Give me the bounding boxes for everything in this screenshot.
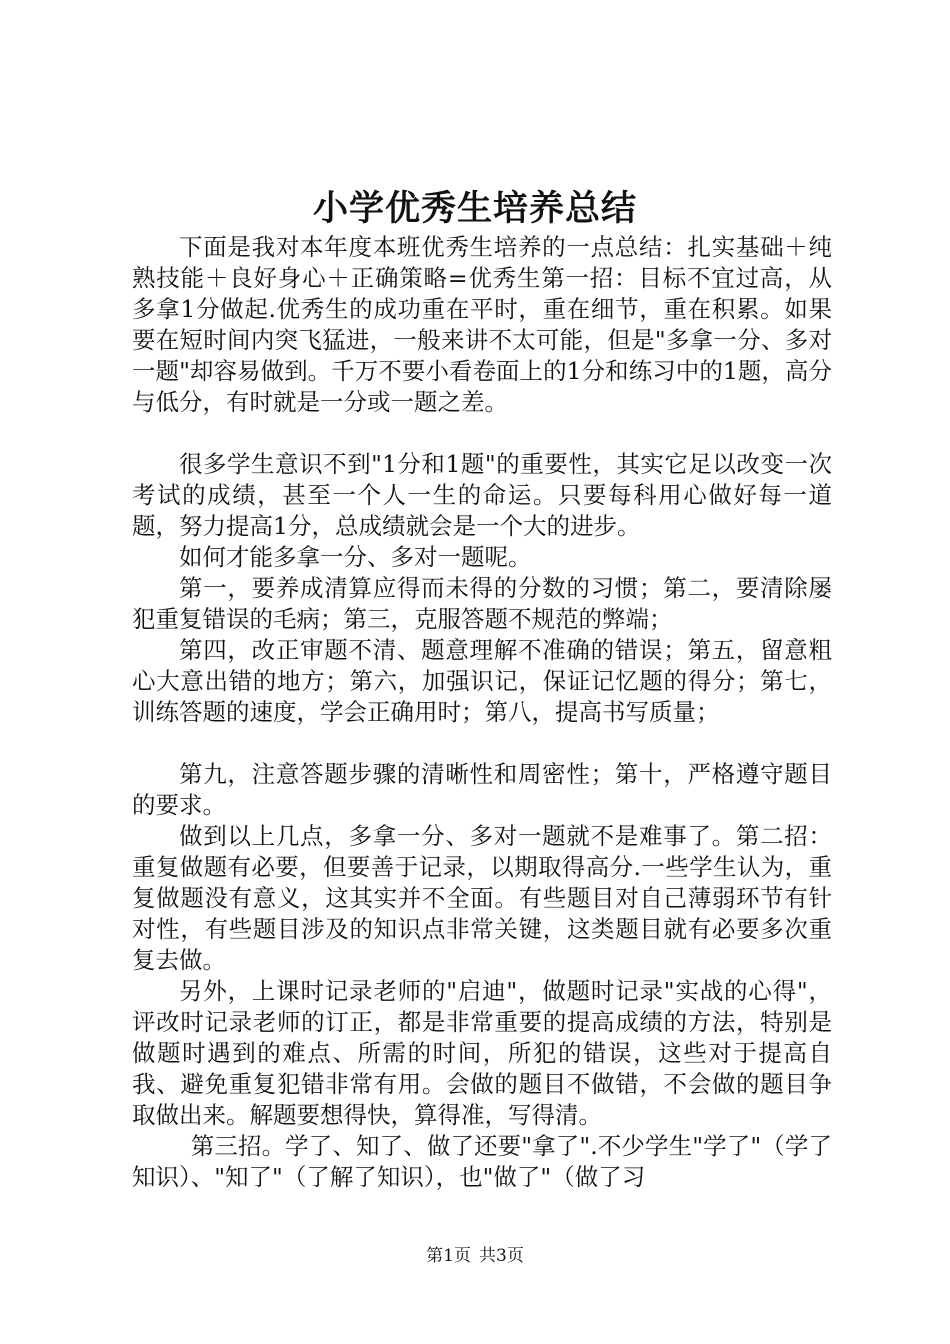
page-footer <box>0 1244 950 1268</box>
paragraph-tips-1-3: 第一，要养成清算应得而未得的分数的习惯；第二，要清除屡犯重复错误的毛病；第三，克服答题不规范的弊端； <box>132 574 832 633</box>
paragraph-tips-4-8: 第四，改正审题不清、题意理解不准确的错误；第五，留意粗心大意出错的地方；第六，加强识记，保证记忆题的得分；第七，训练答题的速度，学会正确用时；第八，提高书写质量； <box>132 636 832 726</box>
paragraph-record-keeping: 另外，上课时记录老师的"启迪"，做题时记录"实战的心得"，评改时记录老师的订正，都是非常重要的提高成绩的方法，特别是做题时遇到的难点、所需的时间，所犯的错误，这些对于提高自我、避免重复犯错非常有用。会做的题目不做错，不会做的题目争取做出来。解题要想得快，算得准，写得清。 <box>132 977 832 1129</box>
paragraph-tips-9-10: 第九，注意答题步骤的清晰性和周密性；第十，严格遵守题目的要求。 <box>132 760 832 819</box>
paragraph-question: 如何才能多拿一分、多对一题呢。 <box>179 543 532 571</box>
paragraph-third-move: 第三招。学了、知了、做了还要"拿了".不少学生"学了"（学了知识）、"知了"（了解了知识），也"做了"（做了习 <box>132 1132 832 1191</box>
document-body <box>132 232 832 1193</box>
document-title: 小学优秀生培养总结 <box>312 189 637 229</box>
paragraph-second-move: 做到以上几点，多拿一分、多对一题就不是难事了。第二招：重复做题有必要，但要善于记录，以期取得高分.一些学生认为，重复做题没有意义，这其实并不全面。有些题目对自己薄弱环节有针对性，有些题目涉及的知识点非常关键，这类题目就有必要多次重复去做。 <box>132 822 832 974</box>
page-total: 共3页 <box>479 1246 524 1266</box>
paragraph-intro: 下面是我对本年度本班优秀生培养的一点总结：扎实基础＋纯熟技能＋良好身心＋正确策略=优秀生第一招：目标不宜过高，从多拿1分做起.优秀生的成功重在平时，重在细节，重在积累。如果要在短时间内突飞猛进，一般来讲不太可能，但是"多拿一分、多对一题"却容易做到。千万不要小看卷面上的1分和练习中的1题，高分与低分，有时就是一分或一题之差。 <box>132 233 832 416</box>
page-number: 第1页 <box>426 1246 471 1266</box>
paragraph-importance: 很多学生意识不到"1分和1题"的重要性，其实它足以改变一次考试的成绩，甚至一个人一生的命运。只要每科用心做好每一道题，努力提高1分，总成绩就会是一个大的进步。 <box>132 450 832 540</box>
